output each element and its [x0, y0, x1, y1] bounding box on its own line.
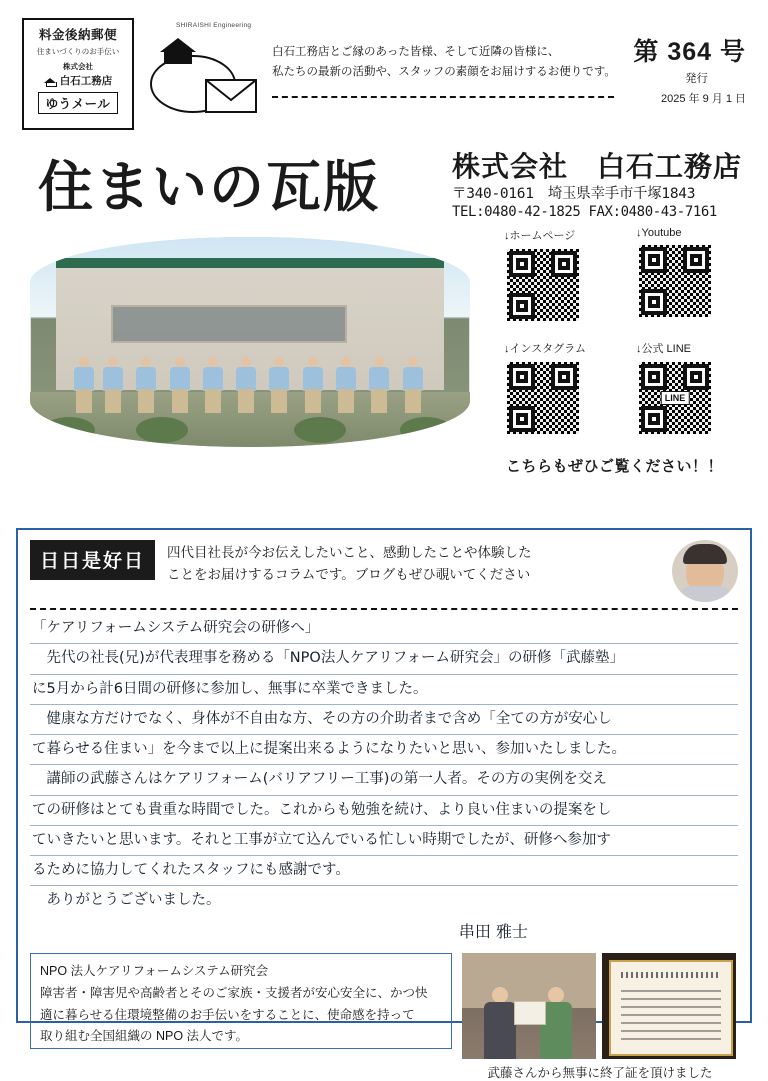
photo-caption: 武藤さんから無事に終了証を頂けました: [487, 1065, 713, 1080]
company-name: 株式会社 白石工務店: [452, 151, 743, 182]
column-body-line: 先代の社長(兄)が代表理事を務める「NPO法人ケアリフォーム研究会」の研修「武藤塾」: [30, 644, 738, 674]
qr-code-icon[interactable]: [504, 359, 582, 437]
header-lead-line1: 白石工務店とご縁のあった皆様、そして近隣の皆様に、: [272, 46, 560, 58]
photo-bush: [136, 417, 188, 443]
qr-call-to-action: こちらもぜひご覧ください！！: [506, 458, 724, 475]
photo-and-qr-section: [0, 227, 768, 517]
qr-code-area: [490, 227, 742, 476]
npo-line3: 取り組む全国組織の NPO 法人です。: [40, 1029, 249, 1044]
qr-item-homepage[interactable]: [504, 227, 594, 324]
envelope-illustration: [148, 22, 266, 127]
author-avatar: [672, 540, 738, 602]
photo-bush: [294, 417, 346, 443]
npo-line2: 適に暮らせる住環境整備のお手伝いをすることに、使命感を持って: [40, 1007, 415, 1022]
column-body-line: に5月から計6日間の研修に参加し、無事に卒業できました。: [30, 675, 738, 705]
column-body-line: て暮らせる住まい」を今まで以上に提案出来るようになりたいと思い、参加いたしました。: [30, 735, 738, 765]
staff-group-photo: [30, 237, 470, 447]
column-section: [16, 528, 752, 1080]
photo-windows: [111, 305, 347, 343]
header-lead-line2: 私たちの最新の活動や、スタッフの素顔をお届けするお便りです。: [272, 66, 616, 79]
postal-stamp-box: [22, 18, 134, 130]
header-lead-text: [272, 42, 616, 82]
masthead: [0, 135, 768, 227]
header-divider: [272, 96, 614, 98]
qr-item-line[interactable]: [636, 340, 726, 437]
column-lead-line2: ことをお届けするコラムです。ブログもぜひ覗いてください: [167, 566, 531, 582]
column-lead-line1: 四代目社長が今お伝えしたいこと、感動したことや体験した: [167, 545, 532, 560]
column-photos: [462, 953, 738, 1081]
npo-info-box: [30, 953, 452, 1049]
column-footer: [30, 953, 738, 1081]
qr-code-icon[interactable]: [504, 246, 582, 324]
postal-mail-type: ゆうメール: [38, 92, 118, 114]
issue-number: 第 364 号: [633, 38, 746, 66]
postal-title: 料金後納郵便: [38, 28, 117, 42]
qr-label: ↓インスタグラム: [504, 343, 587, 355]
column-body-line: 講師の武藤さんはケアリフォーム(バリアフリー工事)の第一人者。その方の実例を交え: [30, 765, 738, 795]
qr-row-bottom: [504, 340, 742, 437]
column-body-line: ての研修はとても貴重な時間でした。これからも勉強を続け、より良い住まいの提案をし: [30, 796, 738, 826]
photo-bush: [43, 417, 95, 443]
postal-subtitle: 住まいづくりのお手伝い: [36, 47, 120, 56]
company-address: 〒340-0161 埼玉県幸手市千塚1843: [452, 186, 696, 202]
column-body-line: 「ケアリフォームシステム研究会の研修へ」: [30, 614, 738, 644]
column-body-line: 健康な方だけでなく、身体が不自由な方、その方の介助者まで含め「全ての方が安心し: [30, 705, 738, 735]
company-telephone: TEL:0480-42-1825 FAX:0480-43-7161: [452, 204, 717, 220]
column-body-line: るために協力してくれたスタッフにも感謝です。: [30, 856, 738, 886]
qr-row-top: [504, 227, 742, 324]
photo-bush: [400, 417, 452, 443]
column-photos-row: [462, 953, 738, 1059]
postal-company-label: 株式会社: [63, 62, 93, 71]
qr-code-icon[interactable]: [636, 242, 714, 320]
handover-photo: [462, 953, 596, 1059]
qr-center-label: LINE: [661, 391, 690, 405]
column-badge: 日日是好日: [30, 540, 155, 580]
qr-label: ↓Youtube: [636, 227, 682, 239]
qr-item-instagram[interactable]: [504, 340, 594, 437]
column-body: [30, 614, 738, 947]
photo-staff-row: [65, 342, 435, 413]
npo-title: NPO 法人ケアリフォームシステム研究会: [40, 963, 269, 978]
house-logo-icon: [44, 75, 57, 86]
publish-date: 2025 年 9 月 1 日: [661, 93, 746, 105]
column-body-line: ありがとうございました。: [32, 892, 221, 909]
column-divider: [30, 608, 738, 610]
certificate-photo: [602, 953, 736, 1059]
postal-logo-row: [24, 73, 132, 88]
column-lead: [167, 540, 660, 585]
publish-label: 発行: [685, 73, 708, 85]
postal-company-name: 白石工務店: [59, 75, 113, 87]
column-body-line: ていきたいと思います。それと工事が立て込んでいる忙しい時期でしたが、研修へ参加す: [30, 826, 738, 856]
qr-label: ↓ホームページ: [504, 230, 576, 242]
envelope-house-icon: [148, 22, 266, 122]
qr-item-youtube[interactable]: [636, 227, 726, 324]
qr-code-icon[interactable]: [636, 359, 714, 437]
qr-label: ↓公式 LINE: [636, 343, 692, 355]
page-title: 住まいの瓦版: [38, 155, 381, 219]
page-header: [0, 0, 768, 135]
npo-line1: 障害者・障害児や高齢者とそのご家族・支援者が安心安全に、かつ快: [40, 985, 428, 1000]
column-signature: 串田 雅士: [458, 921, 528, 941]
column-header: [30, 540, 738, 602]
engineering-label: SHIRAISHI Engineering: [176, 22, 252, 29]
